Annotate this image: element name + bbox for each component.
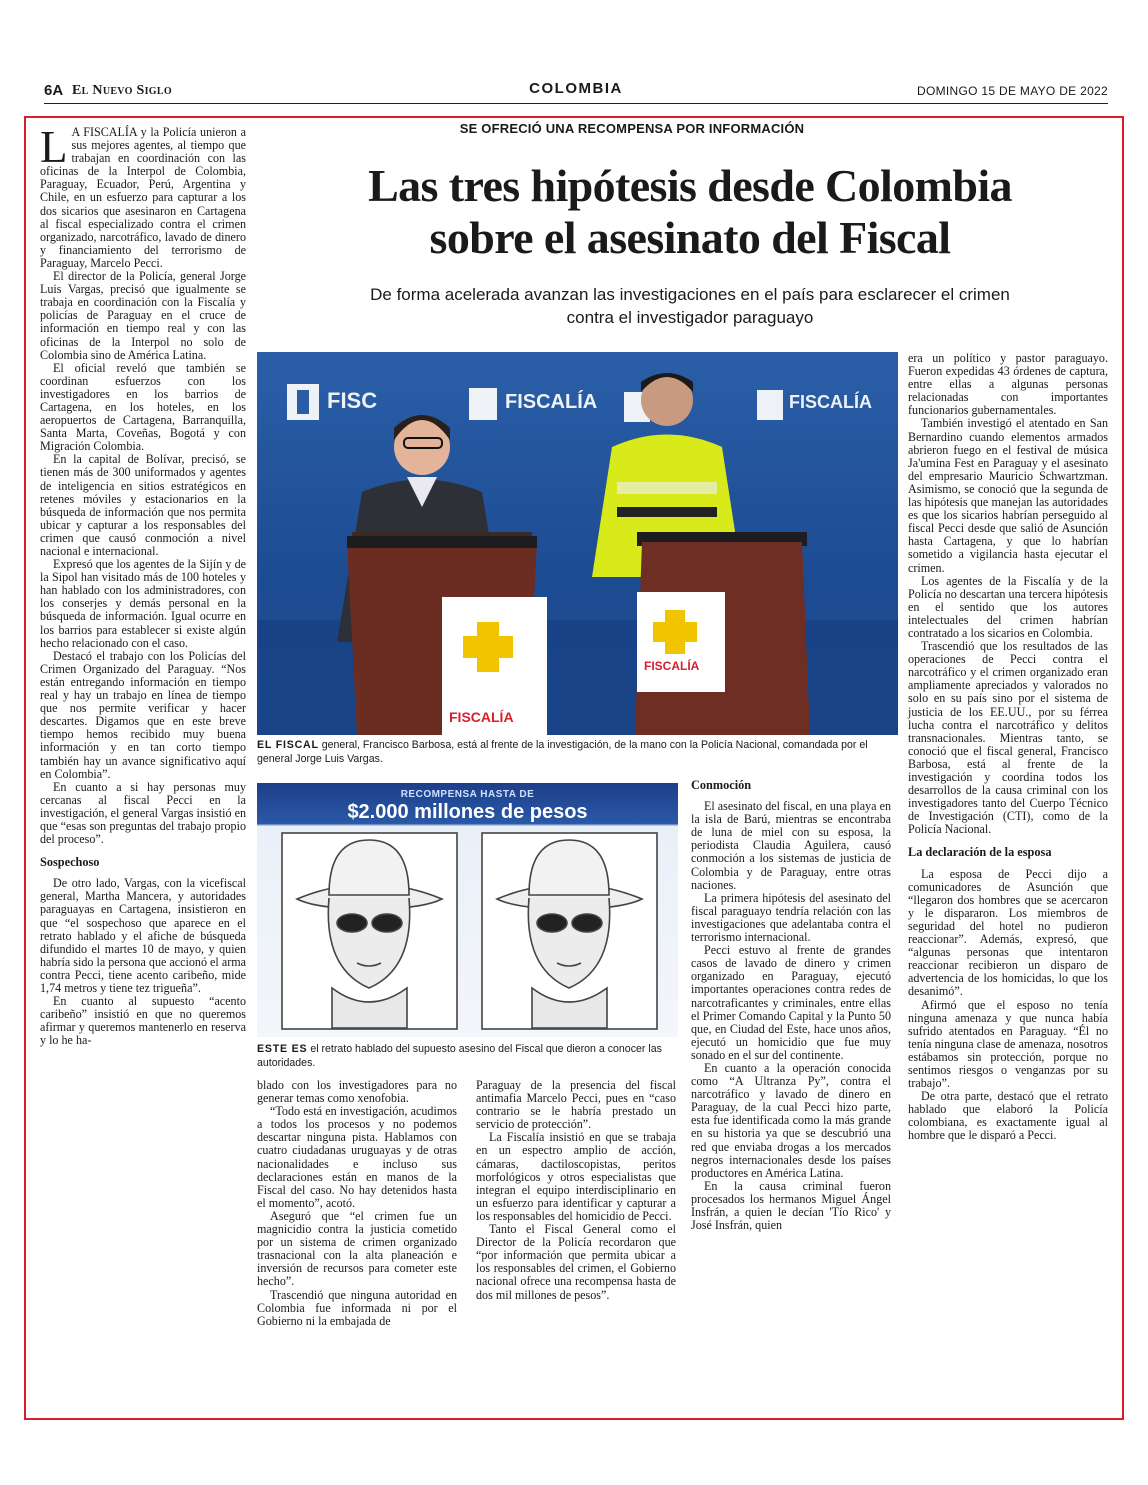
article-headline [262,160,1118,264]
svg-text:FISCALÍA: FISCALÍA [449,709,514,725]
caption-lead: EL FISCAL [257,739,319,751]
photo-caption [257,739,898,766]
paragraph: Paraguay de la presencia del fiscal antimafia Marcelo Pecci, pues en “caso contrario se le habría prestado un servicio de protección”. [476,1078,676,1132]
paragraph: era un político y pastor paraguayo. Fueron expedidas 43 órdenes de captura, entre ellas a algunas personas relacionadas con importantes funcionarios gubernamentales. [908,351,1108,418]
caption-text: el retrato hablado del supuesto asesino del Fiscal que dieron a conocer las autoridades. [257,1043,662,1069]
subheading: La declaración de la esposa [908,845,1052,860]
column-4 [691,771,891,1232]
paragraph: Los agentes de la Fiscalía y de la Policía no descartan una tercera hipótesis en el sentido que los autores intelectuales del crimen habrían contratado a los sicarios en Colombia. [908,573,1108,640]
paragraph: Trascendió que los resultados de las operaciones de Pecci contra el narcotráfico y el crimen organizado eran ampliamente apreciados y valorados no solo en su país sino por el sistema de justicia de los EE.UU., por su férrea lucha contra el narcotráfico y delitos transnacionales. Mientras tanto, se conoció que el fiscal general, Francisco Barbosa, está al frente de la investigación y coordina todos los desarrollos de la causa criminal con los investigadores tanto del Cuerpo Técnico de Investigación (CTI), como de la Policía Nacional. [908,639,1108,837]
article-deck [262,283,1118,329]
paragraph: El director de la Policía, general Jorge Luis Vargas, precisó que igualmente se trabaja en coordinación con la Fiscalía y policías de Paraguay en el cruce de información en tiempo real y con las oficinas de la Interpol no solo de Colombia sino de América Latina. [40,269,246,362]
paragraph: En la causa criminal fueron procesados los hermanos Miguel Ángel Insfrán, a quien le decían 'Tío Rico' y José Insfrán, quien [691,1178,891,1233]
reward-label: RECOMPENSA HASTA DE [400,789,535,800]
caption-text: general, Francisco Barbosa, está al frente de la investigación, de la mano con la Policía Nacional, comandada por el general Jorge Luis Vargas. [257,739,868,765]
paragraph: L A FISCALÍA y la Policía unieron a sus mejores agentes, al tiempo que trabajan en coordinación con las oficinas de la Interpol de Colombia, Paraguay, Ecuador, Perú, Argentina y Chile, en un esfuerzo para capturar a los dos sicarios que asesinaron en Cartagena al fiscal especializado contra el crimen organizado, narcotráfico, lavado de dinero y financiamiento del terrorismo de Paraguay, Marcelo Pecci. [40,122,246,270]
subheading: Conmoción [691,778,752,792]
paragraph: La esposa de Pecci dijo a comunicadores de Asunción que “llegaron dos hombres que se acercaron y le dispararon. Los miembros de seguridad del hotel no pudieron reaccionar”. Además, expresó, que “algunas personas que intentaron reaccionar recibieron un disparo de advertencia de los homicidas, lo que los desanimó”. [908,866,1108,999]
section-name: COLOMBIA [529,80,623,97]
paragraph: El asesinato del fiscal, en una playa en la isla de Barú, mientras se encontraba de luna de miel con su esposa, la periodista Claudia Aguilera, causó conmoción a los sistemas de justicia de Colombia y de Paraguay, entre otras naciones. [691,799,891,892]
page-header [44,80,1108,104]
press-conference-photo [257,352,898,735]
column-2 [257,1079,457,1328]
paragraph: También investigó el atentado en San Bernardino cuando elementos armados abrieron fuego en el festival de música Ja'umina Fest en Paraguay y el asesinato del empresario Mauricio Schwartzman. Asimismo, se conoció que la segunda de las hipótesis que manejan las autoridades es que los sicarios habrían perseguido al fiscal Pecci desde que salió de Asunción hasta Cartagena, y que lo habrían sometido a vigilancia hasta ejecutar el crimen. [908,416,1108,575]
paragraph: blado con los investigadores para no generar temas como xenofobia. [257,1078,457,1106]
svg-text:FISCALÍA: FISCALÍA [505,391,598,413]
paragraph: “Todo está en investigación, acudimos a todos los procesos y no podemos descartar ninguna pista. Hablamos con cuatro ciudadanas uruguayas y de otras nacionalidades e incluso sus declaraciones están en manos de la Fiscal del caso. No hay detenidos hasta el momento”, acotó. [257,1104,457,1210]
drop-cap: L [40,122,68,172]
paragraph: Pecci estuvo al frente de grandes casos de lavado de dinero y crimen organizado en Paraguay, ejecutó importantes operaciones contra redes de narcotraficantes y criminales, entre ellas el Primer Comando Capital y la Punto 50 que, en Ciudad del Este, hace unos años, ejecutó un homicidio que fue muy sonado en el sur del continente. [691,943,891,1062]
paragraph: La primera hipótesis del asesinato del fiscal paraguayo tendría relación con las investigaciones que adelantaba contra el terrorismo internacional. [691,890,891,945]
subheading: Sospechoso [40,855,100,870]
headline-line: sobre el asesinato del Fiscal [429,212,951,263]
publication-name: El Nuevo Siglo [72,83,172,98]
paragraph: De otro lado, Vargas, con la vicefiscal general, Martha Mancera, y autoridades paraguayas en Cartagena, insistieron en que “el sospechoso que aparece en el retrato hablado y el afiche de búsqueda difundido el martes 10 de mayo, y quien habría sido la persona que accionó el arma contra Pecci, tiene acento caribeño, mide 1,74 metros y tiene tez trigueña”. [40,876,246,995]
page-number: 6A [44,82,64,99]
paragraph: Expresó que los agentes de la Sijín y de la Sipol han visitado más de 100 hoteles y han hablado con los administradores, con los conserjes y demás personal en la búsqueda de información. Igual ocurre en los barrios para establecer si existe algún hecho relacionado con el caso. [40,557,246,650]
column-3 [476,1079,676,1302]
svg-text:FISCALÍA: FISCALÍA [789,392,872,412]
reward-amount: $2.000 millones de pesos [347,801,588,823]
paragraph: Afirmó que el esposo no tenía ninguna amenaza y que nunca había sufrido atentados en Paraguay. “Él no tenía ninguna clase de amenaza, nosotros estábamos sin protección, porque no sentimos riesgos o venganzas por su trabajo”. [908,997,1108,1091]
paragraph: Destacó el trabajo con los Policías del Crimen Organizado del Paraguay. “Nos están entregando información en tiempo real y hay un trabajo en línea de tiempo que nos permite verificar y hacer descartes. Digamos que en este breve tiempo hemos recibido muy buena información y en tan corto tiempo también hay un avance significativo aquí en Colombia”. [40,648,246,781]
paragraph: Trascendió que ninguna autoridad en Colombia fue informada ni por el Gobierno ni la embajada de [257,1287,457,1328]
reward-poster [257,783,678,1037]
paragraph: La Fiscalía insistió en que se trabaja en un espectro amplio de acción, cámaras, dactiloscopistas, peritos morfológicos y otros especialistas que integran el equipo interdisciplinario en un esfuerzo para identificar y capturar a los responsables del homicidio de Pecci. [476,1130,676,1223]
paragraph: El oficial reveló que también se coordinan esfuerzos con los investigadores en los barrios de Cartagena, en los hoteles, en los aeropuertos de Cartagena, Barranquilla, Santa Marta, Coveñas, Bogotá y con Migración Colombia. [40,360,246,454]
composite-sketch-drawing [257,783,678,1037]
paragraph: En cuanto a si hay personas muy cercanas al fiscal Pecci en la investigación, el general Vargas insistió en que “esas son preguntas del trabajo propio del proceso”. [40,779,246,847]
paragraph: En cuanto al supuesto “acento caribeño” insistió en que no queremos afirmar y queremos mantenerlo en reserva y lo he ha- [40,994,246,1048]
article-kicker: SE OFRECIÓ UNA RECOMPENSA POR INFORMACIÓN [459,121,805,136]
photo-illustration [257,352,898,735]
paragraph: De otra parte, destacó que el retrato hablado que elaboró la Policía colombiana, es exactamente igual al hombre que le disparó a Pecci. [908,1089,1108,1143]
svg-text:FISCALÍA: FISCALÍA [644,659,700,673]
column-5 [908,352,1108,1143]
deck-line: De forma acelerada avanzan las investigaciones en el país para esclarecer el crimen [370,285,1010,304]
column-1 [40,122,246,1048]
deck-line: contra el investigador paraguayo [566,308,814,327]
headline-line: Las tres hipótesis desde Colombia [368,160,1012,211]
caption-lead: ESTE ES [257,1043,308,1055]
paragraph: Tanto el Fiscal General como el Director de la Policía recordaron que “por información que permita ubicar a los responsables del crimen, el Gobierno nacional ofrece una recompensa hasta de dos mil millones de pesos”. [476,1222,676,1302]
svg-text:FISC: FISC [327,388,378,413]
paragraph: En cuanto a la operación conocida como “A Ultranza Py”, contra el narcotráfico y lavado de dinero en Paraguay, de la cual Pecci hizo parte, esta fue identificada como la más grande en su historia ya que se descubrió una red que enviaba drogas a los mercados negros internacionales desde los países productores en América Latina. [691,1060,891,1180]
poster-caption [257,1043,678,1070]
paragraph: Aseguró que “el crimen fue un magnicidio contra la justicia cometido por un sistema de crimen organizado trasnacional con la alta planeación e inversión de recursos para cometer este hecho”. [257,1208,457,1289]
paragraph: En la capital de Bolívar, precisó, se tienen más de 300 uniformados y agentes de inteligencia en sitios estratégicos en retenes móviles y estacionarios en la búsqueda de información que nos permita ubicar y capturar a los responsables del crimen que causó conmoción a nivel nacional e internacional. [40,452,246,558]
issue-date: DOMINGO 15 DE MAYO DE 2022 [917,84,1108,98]
